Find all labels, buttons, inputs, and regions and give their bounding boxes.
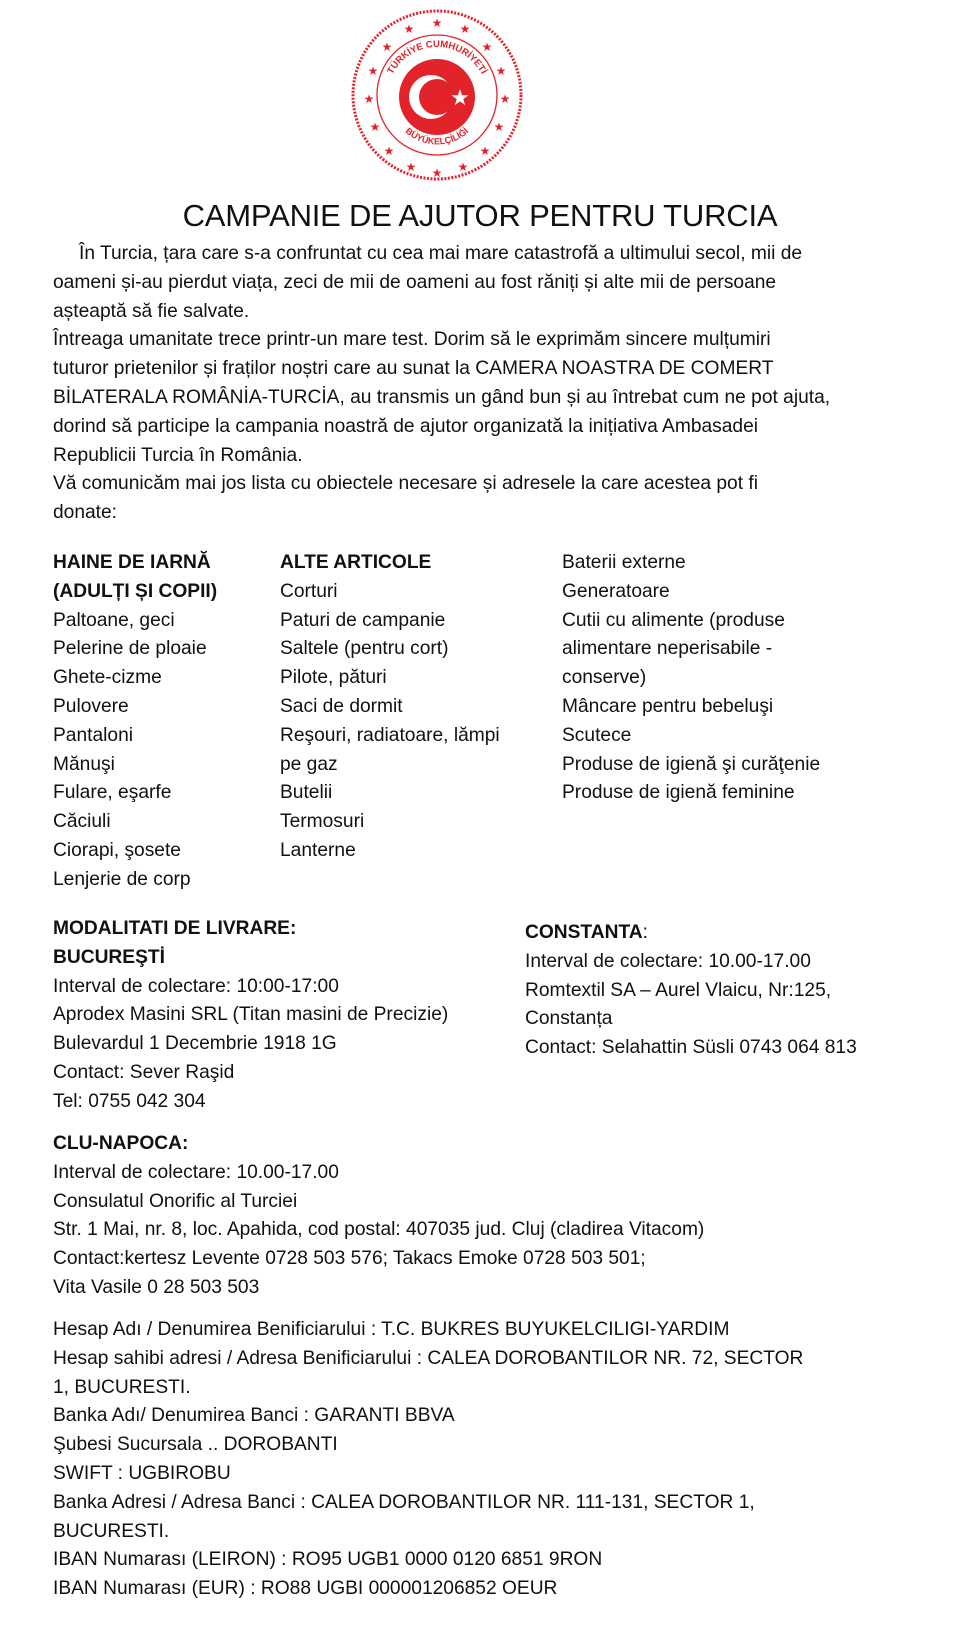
intro-line: donate:: [53, 502, 118, 524]
svg-text:★: ★: [481, 40, 493, 54]
delivery-line: Contact: Sever Raşid: [53, 1061, 235, 1083]
delivery-line: Contact: Selahattin Süsli 0743 064 813: [525, 1037, 857, 1059]
intro-line: Întreaga umanitate trece printr-un mare test. Dorim să le exprimăm sincere mulțumiri: [53, 329, 771, 351]
delivery-line: Romtextil SA – Aurel Vlaicu, Nr:125,: [525, 979, 832, 1001]
list-item: Pilote, pături: [280, 667, 387, 689]
bank-line: Banka Adı/ Denumirea Banci : GARANTI BBVA: [53, 1405, 455, 1427]
svg-text:★: ★: [363, 92, 375, 106]
intro-line: BİLATERALA ROMÂNİA-TURCİA, au transmis un gând bun și au întrebat cum ne pot ajuta,: [53, 386, 831, 408]
svg-text:★: ★: [381, 40, 393, 54]
bank-line: SWIFT : UGBIROBU: [53, 1462, 231, 1484]
delivery-line: Bulevardul 1 Decembrie 1918 1G: [53, 1033, 337, 1055]
intro-line: Republicii Turcia în România.: [53, 444, 303, 466]
city-heading: CLU-NAPOCA:: [53, 1133, 189, 1154]
list-item: Mâncare pentru bebeluşi: [562, 695, 774, 717]
delivery-heading: MODALITATI DE LIVRARE:: [53, 918, 297, 939]
list-heading: (ADULȚI ȘI COPII): [53, 580, 218, 602]
city-heading: BUCUREŞTİ: [53, 946, 165, 968]
list-item: Termosuri: [280, 811, 365, 833]
list-item: Lenjerie de corp: [53, 868, 191, 890]
seal-top-text: TÜRKİYE CUMHURİYETİ: [385, 38, 489, 77]
list-item: Mănuşi: [53, 753, 115, 775]
list-item: alimentare neperisabile -: [562, 638, 773, 660]
list-item: Butelii: [280, 782, 333, 804]
intro-line: În Turcia, țara care s-a confruntat cu cea mai mare catastrofă a ultimului secol, mii de: [79, 243, 803, 264]
svg-text:★: ★: [459, 22, 471, 36]
seal-bottom-text: BÜYÜKELÇİLİĞİ: [403, 125, 471, 147]
list-item: Pantaloni: [53, 724, 134, 746]
bank-details: [53, 1316, 803, 1604]
bank-line: BUCURESTI.: [53, 1520, 170, 1542]
list-item: Corturi: [280, 580, 338, 602]
list-item: Paltoane, geci: [53, 609, 175, 631]
svg-text:★: ★: [405, 160, 417, 174]
list-item: Generatoare: [562, 580, 670, 602]
list-item: Baterii externe: [562, 552, 686, 573]
star-icon: ★: [450, 85, 470, 110]
delivery-bucuresti: [53, 915, 448, 1117]
delivery-line: Vita Vasile 0 28 503 503: [53, 1276, 260, 1298]
svg-text:★: ★: [479, 144, 491, 158]
bank-line: Banka Adresi / Adresa Banci : CALEA DOROBANTILOR NR. 111-131, SECTOR 1,: [53, 1491, 755, 1513]
intro-line: tuturor prietenilor și fraților noștri care au sunat la CAMERA NOASTRA DE COMERT: [53, 358, 774, 380]
page-title: CAMPANIE DE AJUTOR PENTRU TURCIA: [182, 198, 778, 233]
city-colon: :: [642, 922, 648, 943]
intro-line: Vă comunicăm mai jos lista cu obiectele necesare și adresele la care acestea pot fi: [53, 473, 758, 495]
city-name: CONSTANTA: [525, 922, 643, 943]
svg-text:★: ★: [403, 22, 415, 36]
svg-text:★: ★: [431, 166, 443, 180]
svg-text:★: ★: [431, 16, 443, 30]
list-item: Căciuli: [53, 811, 111, 833]
svg-text:★: ★: [369, 120, 381, 134]
delivery-line: Str. 1 Mai, nr. 8, loc. Apahida, cod postal: 407035 jud. Cluj (cladirea Vitacom): [53, 1219, 705, 1241]
list-item: Pelerine de ploaie: [53, 638, 207, 660]
bank-line: Hesap Adı / Denumirea Benificiarului : T.C. BUKRES BUYUKELCILIGI-YARDIM: [53, 1319, 730, 1340]
iban-line: IBAN Numarası (EUR) : RO88 UGBI 000001206852 OEUR: [53, 1578, 558, 1600]
intro-line: dorind să participe la campania noastră de ajutor organizată la inițiativa Ambasadei: [53, 415, 759, 437]
list-item: pe gaz: [280, 753, 338, 775]
bank-line: Şubesi Sucursala .. DOROBANTI: [53, 1434, 338, 1456]
list-item: Lanterne: [280, 839, 356, 861]
bank-line: Hesap sahibi adresi / Adresa Benificiarului : CALEA DOROBANTILOR NR. 72, SECTOR: [53, 1347, 804, 1369]
winter-clothes-list: [53, 549, 217, 895]
svg-text:★: ★: [383, 144, 395, 158]
delivery-line: Consulatul Onorific al Turciei: [53, 1190, 298, 1212]
intro-line: așteaptă să fie salvate.: [53, 300, 250, 322]
embassy-seal-logo: [347, 5, 527, 185]
supplies-list: [562, 549, 820, 808]
list-item: Scutece: [562, 724, 632, 746]
delivery-line: Tel: 0755 042 304: [53, 1090, 206, 1112]
intro-line: oameni și-au pierdut viața, zeci de mii de oameni au fost răniți și alte mii de persoane: [53, 271, 777, 293]
list-item: Saltele (pentru cort): [280, 638, 449, 660]
list-item: Fulare, eşarfe: [53, 782, 172, 804]
list-item: Paturi de campanie: [280, 609, 446, 631]
delivery-line: Aprodex Masini SRL (Titan masini de Precizie): [53, 1004, 449, 1026]
svg-text:★: ★: [495, 64, 507, 78]
intro-text: [53, 240, 913, 528]
delivery-constanta: [525, 919, 857, 1063]
list-item: Reşouri, radiatoare, lămpi: [280, 724, 500, 746]
list-item: Saci de dormit: [280, 695, 403, 717]
delivery-line: Constanța: [525, 1008, 613, 1030]
other-items-list: [280, 549, 500, 866]
list-item: Pulovere: [53, 695, 129, 717]
bank-line: 1, BUCURESTI.: [53, 1376, 191, 1398]
delivery-line: Contact:kertesz Levente 0728 503 576; Takacs Emoke 0728 503 501;: [53, 1248, 646, 1270]
svg-text:★: ★: [493, 120, 505, 134]
list-item: Produse de igienă şi curăţenie: [562, 753, 821, 775]
delivery-line: Interval de colectare: 10:00-17:00: [53, 975, 339, 997]
delivery-cluj: [53, 1130, 704, 1303]
list-item: Cutii cu alimente (produse: [562, 609, 785, 631]
svg-text:★: ★: [367, 64, 379, 78]
city-heading: [525, 919, 857, 948]
list-item: Ciorapi, şosete: [53, 839, 181, 861]
list-heading: ALTE ARTICOLE: [280, 552, 432, 573]
list-item: Ghete-cizme: [53, 667, 162, 689]
list-item: conserve): [562, 667, 647, 689]
list-item: Produse de igienă feminine: [562, 782, 795, 804]
iban-line: IBAN Numarası (LEIRON) : RO95 UGB1 0000 0120 6851 9RON: [53, 1549, 603, 1571]
svg-text:★: ★: [499, 92, 511, 106]
svg-text:★: ★: [457, 160, 469, 174]
list-heading: HAINE DE IARNĂ: [53, 552, 211, 573]
delivery-line: Interval de colectare: 10.00-17.00: [53, 1161, 339, 1183]
delivery-line: Interval de colectare: 10.00-17.00: [525, 950, 811, 972]
